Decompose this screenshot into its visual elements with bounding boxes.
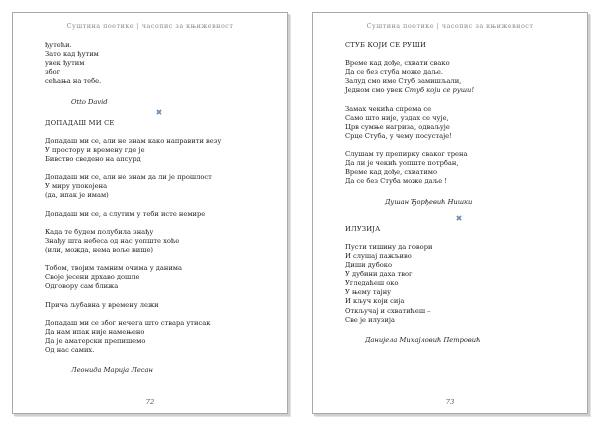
poem-line: (да, ипак је имам): [45, 191, 109, 200]
poem-title: ИЛУЗИЈА: [345, 224, 381, 233]
poem-title: СТУБ КОЈИ СЕ РУШИ: [345, 41, 427, 49]
poem-line: И слушај пажљиво: [345, 251, 412, 260]
poem-line: Допадаш ми се, али не знам како направити везу: [45, 136, 222, 145]
continuation-poem: [45, 41, 273, 86]
poem-line: Време кад дође, схвати свако: [345, 59, 450, 68]
poem-line: Знађу шта небеса од нас уопште хоће: [45, 236, 180, 245]
left-page: [12, 12, 288, 414]
poem-line: У простору и времену где је: [45, 145, 145, 154]
poem-line: Своје јесени дрхаво дошле: [45, 273, 140, 282]
poem-line-emphasis: Стуб који се руши!: [404, 86, 475, 95]
poem-line: Пусти тишину да говори: [345, 242, 433, 251]
ornament-icon: ✖: [155, 107, 163, 117]
poem-line: увек ђутим: [45, 59, 85, 68]
poem-body: [345, 243, 573, 325]
poem-line-text: Једном смо увек: [345, 86, 405, 95]
poem-line: Од нас самих.: [45, 346, 95, 354]
poem-line: Тобом, твојим тамним очима у данима: [45, 264, 182, 273]
poem-line: Угледаћеш око: [345, 279, 399, 288]
poem-body: [45, 137, 273, 355]
poem-line: Слушам ту препирку сваког трена: [345, 150, 468, 159]
poem-author: Otto David: [71, 97, 108, 106]
poem-line: Откључај и схватићеш –: [345, 306, 431, 315]
poem-line: [345, 86, 573, 95]
poem-author: Леонида Марија Лесан: [71, 366, 153, 375]
poem-line: У миру упокојена: [45, 182, 108, 191]
running-head: Суштина поетике | часопис за књижевност: [366, 22, 534, 30]
poem-line: Да се без Стуба може даље !: [345, 177, 448, 186]
right-page-content: [345, 41, 573, 345]
poem-line: Замах чекића спрема се: [345, 104, 432, 113]
poem-line: Бивство сведено на апсурд: [45, 155, 141, 164]
poem-line: У њему тајну: [345, 288, 392, 297]
poem-line: Да ли је чекић уопште потрбан,: [345, 159, 459, 168]
poem-line: Диши дубоко: [345, 261, 393, 270]
poem-line: Да нам ипак није намењено: [45, 327, 145, 336]
poem-line: Све је илузија: [345, 315, 395, 324]
poem-line: због: [45, 68, 61, 77]
poem-line: Када те будем полубила знађу: [45, 227, 154, 236]
right-page: [312, 12, 588, 414]
page-number: 73: [445, 398, 455, 406]
poem-author: Данијела Михајловић Петровић: [365, 335, 481, 344]
page-number: 72: [145, 398, 155, 406]
poem-line: Да је аматерски препишемо: [45, 336, 146, 345]
poem-line: Црв сумње нагриза, одваљује: [345, 122, 450, 131]
poem-line: Залуд смо име Стуб замишљали,: [345, 77, 462, 86]
poem-line: Да се без стуба може даље.: [345, 68, 443, 77]
poem-line: Допадаш ми се, а слутим у теби исте немире: [45, 209, 206, 218]
poem-line: Допадаш ми се због нечега што ствара утисак: [45, 318, 211, 327]
poem-line: Прича љубавна у времену лежи: [45, 300, 159, 309]
running-head: Суштина поетике | часопис за књижевност: [66, 22, 234, 30]
poem-line: сећања на тебе.: [45, 77, 102, 86]
poem-line: Допадаш ми се, али не знам да ли је прошлост: [45, 173, 212, 182]
poem-line: У дубини даха твог: [345, 270, 413, 279]
poem-author: Душан Ђорђевић Нишки: [385, 197, 473, 206]
poem-line: (или, можда, нема воље више): [45, 245, 154, 254]
poem-body: [345, 59, 573, 186]
poem-title: ДОПАДАШ МИ СЕ: [45, 118, 115, 127]
poem-line: И кључ који сија: [345, 297, 405, 306]
poem-line: Срце Стуба, у чему посустаје!: [345, 131, 452, 140]
poem-line: ђутећи.: [45, 41, 72, 49]
ornament-icon: ✖: [455, 213, 463, 223]
poem-line: Зато кад ђутим: [45, 50, 99, 59]
left-page-content: [45, 41, 273, 375]
poem-line: Одговору сам ближа: [45, 282, 119, 291]
poem-line: Само што није, уздах се чује,: [345, 113, 449, 122]
poem-line: Време кад дође, схватимо: [345, 168, 438, 177]
